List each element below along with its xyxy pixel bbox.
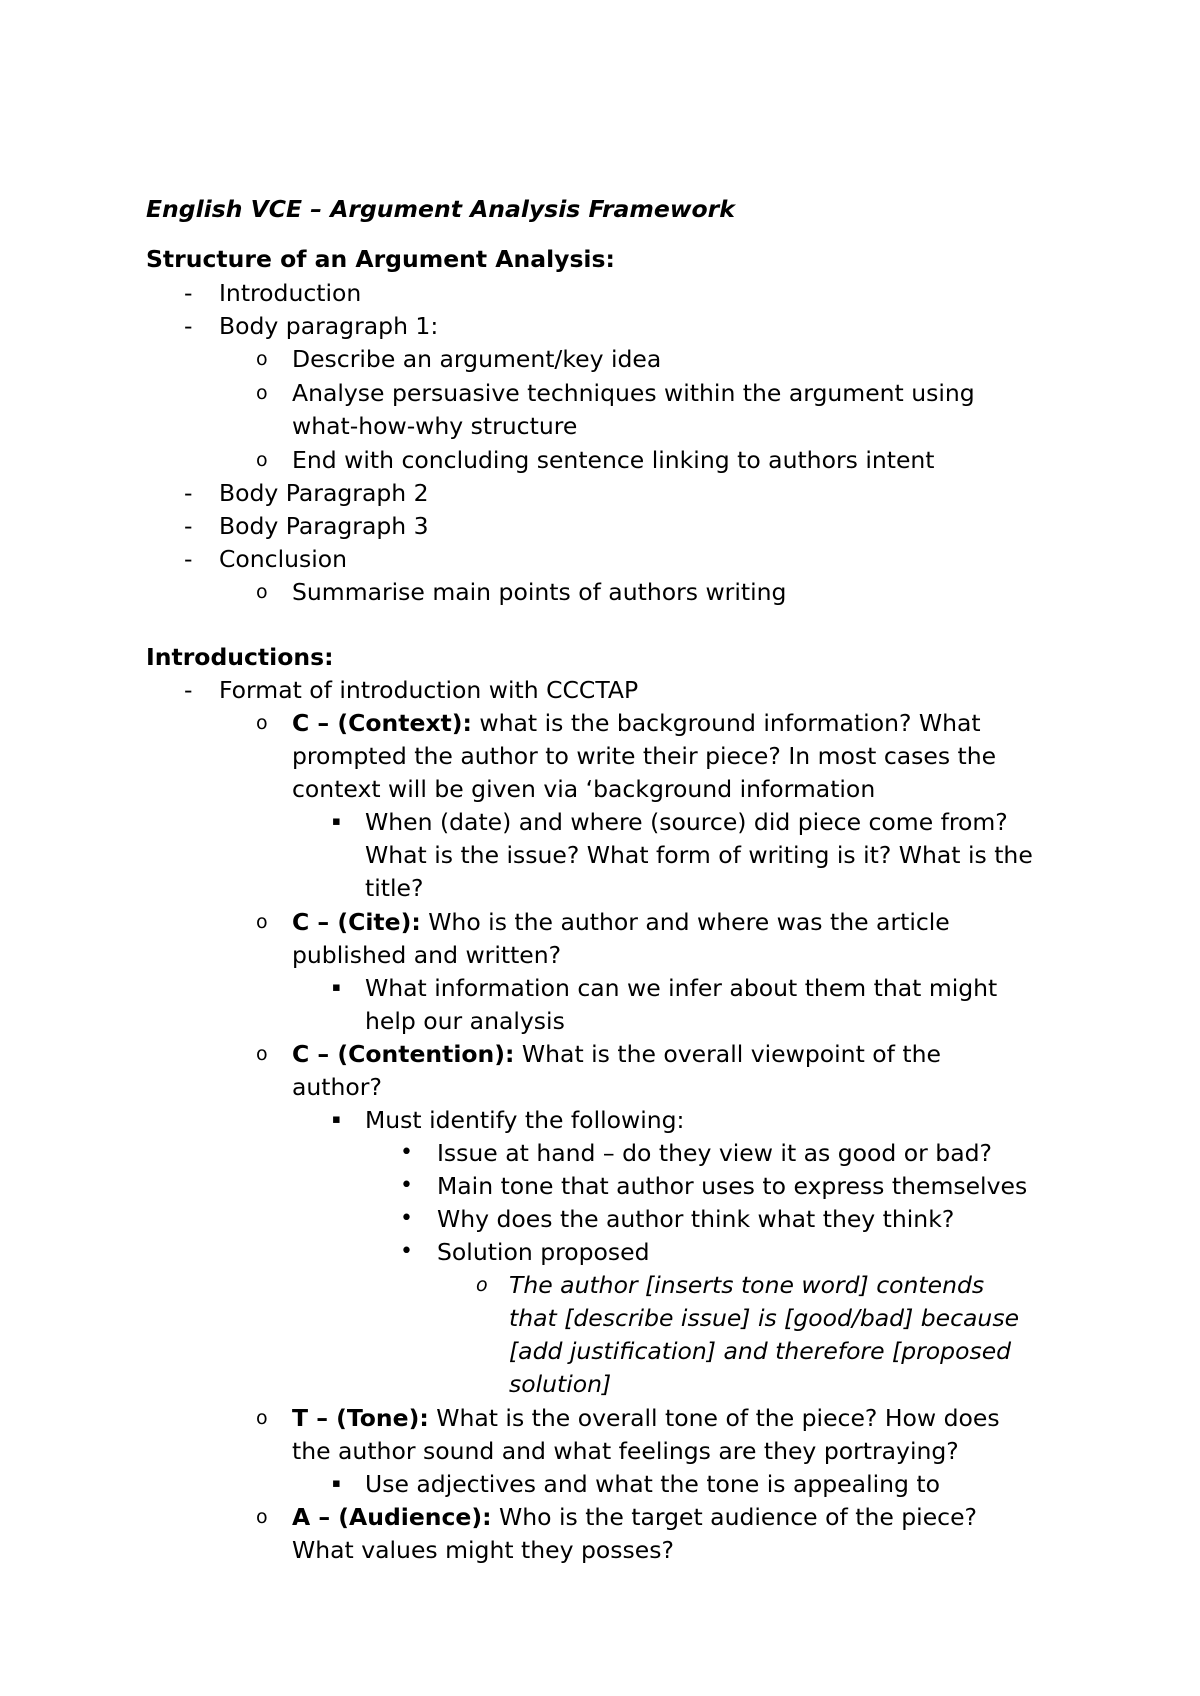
list-item-body3: Body Paragraph 3 — [219, 512, 429, 540]
contention-label: C – (Contention): — [292, 1040, 515, 1068]
cite-item — [292, 906, 950, 938]
dash-bullet-icon: - — [184, 545, 193, 573]
circle-bullet-icon: o — [256, 911, 268, 933]
context-sub-item-cont: title? — [365, 874, 424, 902]
circle-bullet-icon: o — [256, 382, 268, 404]
square-bullet-icon: ▪ — [332, 1112, 341, 1127]
audience-label: A – (Audience): — [292, 1503, 492, 1531]
circle-bullet-icon: o — [476, 1274, 488, 1296]
dash-bullet-icon: - — [184, 676, 193, 704]
introductions-heading: Introductions: — [146, 643, 334, 671]
circle-bullet-icon: o — [256, 581, 268, 603]
tone-text-cont: the author sound and what feelings are they portraying? — [292, 1437, 959, 1465]
context-text-cont: prompted the author to write their piece? In most cases the — [292, 742, 997, 770]
context-text-cont: context will be given via ‘background information — [292, 775, 876, 803]
context-text: what is the background information? What — [471, 709, 981, 737]
list-item-conclusion-summarise: Summarise main points of authors writing — [292, 578, 787, 606]
tone-text: What is the overall tone of the piece? How does — [428, 1404, 1000, 1432]
cite-sub-item-cont: help our analysis — [365, 1007, 565, 1035]
list-item-body2: Body Paragraph 2 — [219, 479, 429, 507]
list-item-body1-describe: Describe an argument/key idea — [292, 345, 662, 373]
list-item-introduction: Introduction — [219, 279, 362, 307]
circle-bullet-icon: o — [256, 1043, 268, 1065]
contention-item — [292, 1038, 941, 1070]
list-item-body1-analyse-cont: what-how-why structure — [292, 412, 578, 440]
cite-label: C – (Cite): — [292, 908, 421, 936]
cite-text-cont: published and written? — [292, 941, 562, 969]
cite-text: Who is the author and where was the article — [420, 908, 950, 936]
contention-template-cont: solution] — [509, 1370, 612, 1398]
list-item-format: Format of introduction with CCCTAP — [219, 676, 639, 704]
square-bullet-icon: ▪ — [332, 980, 341, 995]
circle-bullet-icon: o — [256, 712, 268, 734]
contention-template: The author [inserts tone word] contends — [509, 1271, 985, 1299]
circle-bullet-icon: o — [256, 1407, 268, 1429]
list-item-body1: Body paragraph 1: — [219, 312, 439, 340]
context-sub-item-cont: What is the issue? What form of writing is it? What is the — [365, 841, 1033, 869]
audience-text: Who is the target audience of the piece? — [491, 1503, 978, 1531]
list-item-conclusion: Conclusion — [219, 545, 348, 573]
square-bullet-icon: ▪ — [332, 814, 341, 829]
contention-template-cont: that [describe issue] is [good/bad] because — [509, 1304, 1020, 1332]
contention-bullet: Issue at hand – do they view it as good or bad? — [437, 1139, 993, 1167]
dash-bullet-icon: - — [184, 279, 193, 307]
context-label: C – (Context): — [292, 709, 472, 737]
contention-bullet: Solution proposed — [437, 1238, 650, 1266]
circle-bullet-icon: o — [256, 449, 268, 471]
document-title: English VCE – Argument Analysis Framework — [146, 195, 735, 223]
structure-heading: Structure of an Argument Analysis: — [146, 245, 615, 273]
contention-text-cont: author? — [292, 1073, 382, 1101]
cite-sub-item: What information can we infer about them that might — [365, 974, 998, 1002]
dash-bullet-icon: - — [184, 312, 193, 340]
dash-bullet-icon: - — [184, 479, 193, 507]
tone-item — [292, 1402, 1000, 1434]
contention-bullet: Why does the author think what they think? — [437, 1205, 955, 1233]
tone-sub-item: Use adjectives and what the tone is appealing to — [365, 1470, 941, 1498]
square-bullet-icon: ▪ — [332, 1476, 341, 1491]
round-bullet-icon: • — [400, 1173, 413, 1198]
context-sub-item: When (date) and where (source) did piece come from? — [365, 808, 1008, 836]
audience-text-cont: What values might they posses? — [292, 1536, 674, 1564]
round-bullet-icon: • — [400, 1239, 413, 1264]
round-bullet-icon: • — [400, 1140, 413, 1165]
list-item-body1-end: End with concluding sentence linking to authors intent — [292, 446, 935, 474]
list-item-body1-analyse: Analyse persuasive techniques within the argument using — [292, 379, 975, 407]
contention-text: What is the overall viewpoint of the — [514, 1040, 941, 1068]
contention-bullet: Main tone that author uses to express themselves — [437, 1172, 1028, 1200]
audience-item — [292, 1501, 977, 1533]
contention-template-cont: [add justification] and therefore [proposed — [509, 1337, 1012, 1365]
circle-bullet-icon: o — [256, 1506, 268, 1528]
context-item — [292, 707, 981, 739]
contention-sub-item: Must identify the following: — [365, 1106, 685, 1134]
tone-label: T – (Tone): — [292, 1404, 429, 1432]
round-bullet-icon: • — [400, 1206, 413, 1231]
dash-bullet-icon: - — [184, 512, 193, 540]
circle-bullet-icon: o — [256, 348, 268, 370]
